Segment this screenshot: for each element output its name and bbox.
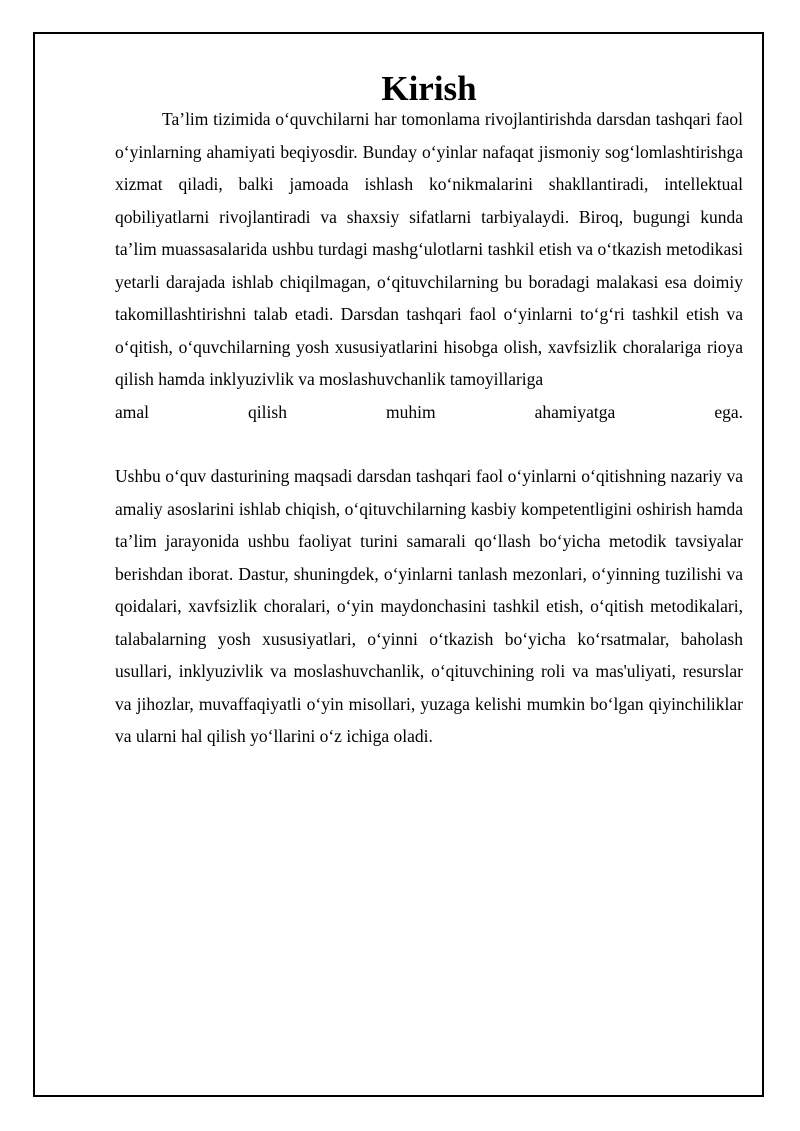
intro-paragraph-text: Ta’lim tizimida o‘quvchilarni har tomonlama rivojlantirishda darsdan tashqari faol o‘yinlarning ahamiyati beqiyosdir. Bunday o‘yinlar nafaqat jismoniy sog‘lomlashtirishga xizmat qiladi, balki jamoada ishlash ko‘nikmalarini shakllantiradi, intellektual qobiliyatlarni rivojlantiradi va shaxsiy sifatlarni tarbiyalaydi. Biroq, bugungi kunda ta’lim muassasalarida ushbu turdagi mashg‘ulotlarni tashkil etish va o‘tkazish metodikasi yetarli darajada ishlab chiqilmagan, o‘qituvchilarning bu boradagi malakasi esa doimiy takomillashtirishni talab etadi. Darsdan tashqari faol o‘yinlarni to‘g‘ri tashkil etish va o‘qitish, o‘quvchilarning yosh xususiyatlarini hisobga olish, xavfsizlik choralariga rioya qilish hamda inklyuzivlik va moslashuvchanlik tamoyillariga (115, 109, 743, 389)
document-title: Kirish (381, 69, 477, 108)
intro-paragraph-last-line: amal qilish muhim ahamiyatga ega. (115, 401, 743, 422)
document-body (115, 69, 743, 753)
goal-paragraph: Ushbu o‘quv dasturining maqsadi darsdan tashqari faol o‘yinlarni o‘qitishning nazariy va amaliy asoslarini ishlab chiqish, o‘qituvchilarning kasbiy kompetentligini oshirish hamda ta’lim jarayonida ushbu faoliyat turini samarali qo‘llash bo‘yicha metodik tavsiyalar berishdan iborat. Dastur, shuningdek, o‘yinlarni tanlash mezonlari, o‘yinning tuzilishi va qoidalari, xavfsizlik choralari, o‘yin maydonchasini tashkil etish, o‘qitish metodikalari, talabalarning yosh xususiyatlari, o‘yinni o‘tkazish bo‘yicha ko‘rsatmalar, baholash usullari, inklyuzivlik va moslashuvchanlik, o‘qituvchining roli va mas'uliyati, resurslar va jihozlar, muvaffaqiyatli o‘yin misollari, yuzaga kelishi mumkin bo‘lgan qiyinchiliklar va ularni hal qilish yo‘llarini o‘z ichiga oladi. (115, 466, 743, 746)
intro-paragraph (115, 103, 743, 428)
